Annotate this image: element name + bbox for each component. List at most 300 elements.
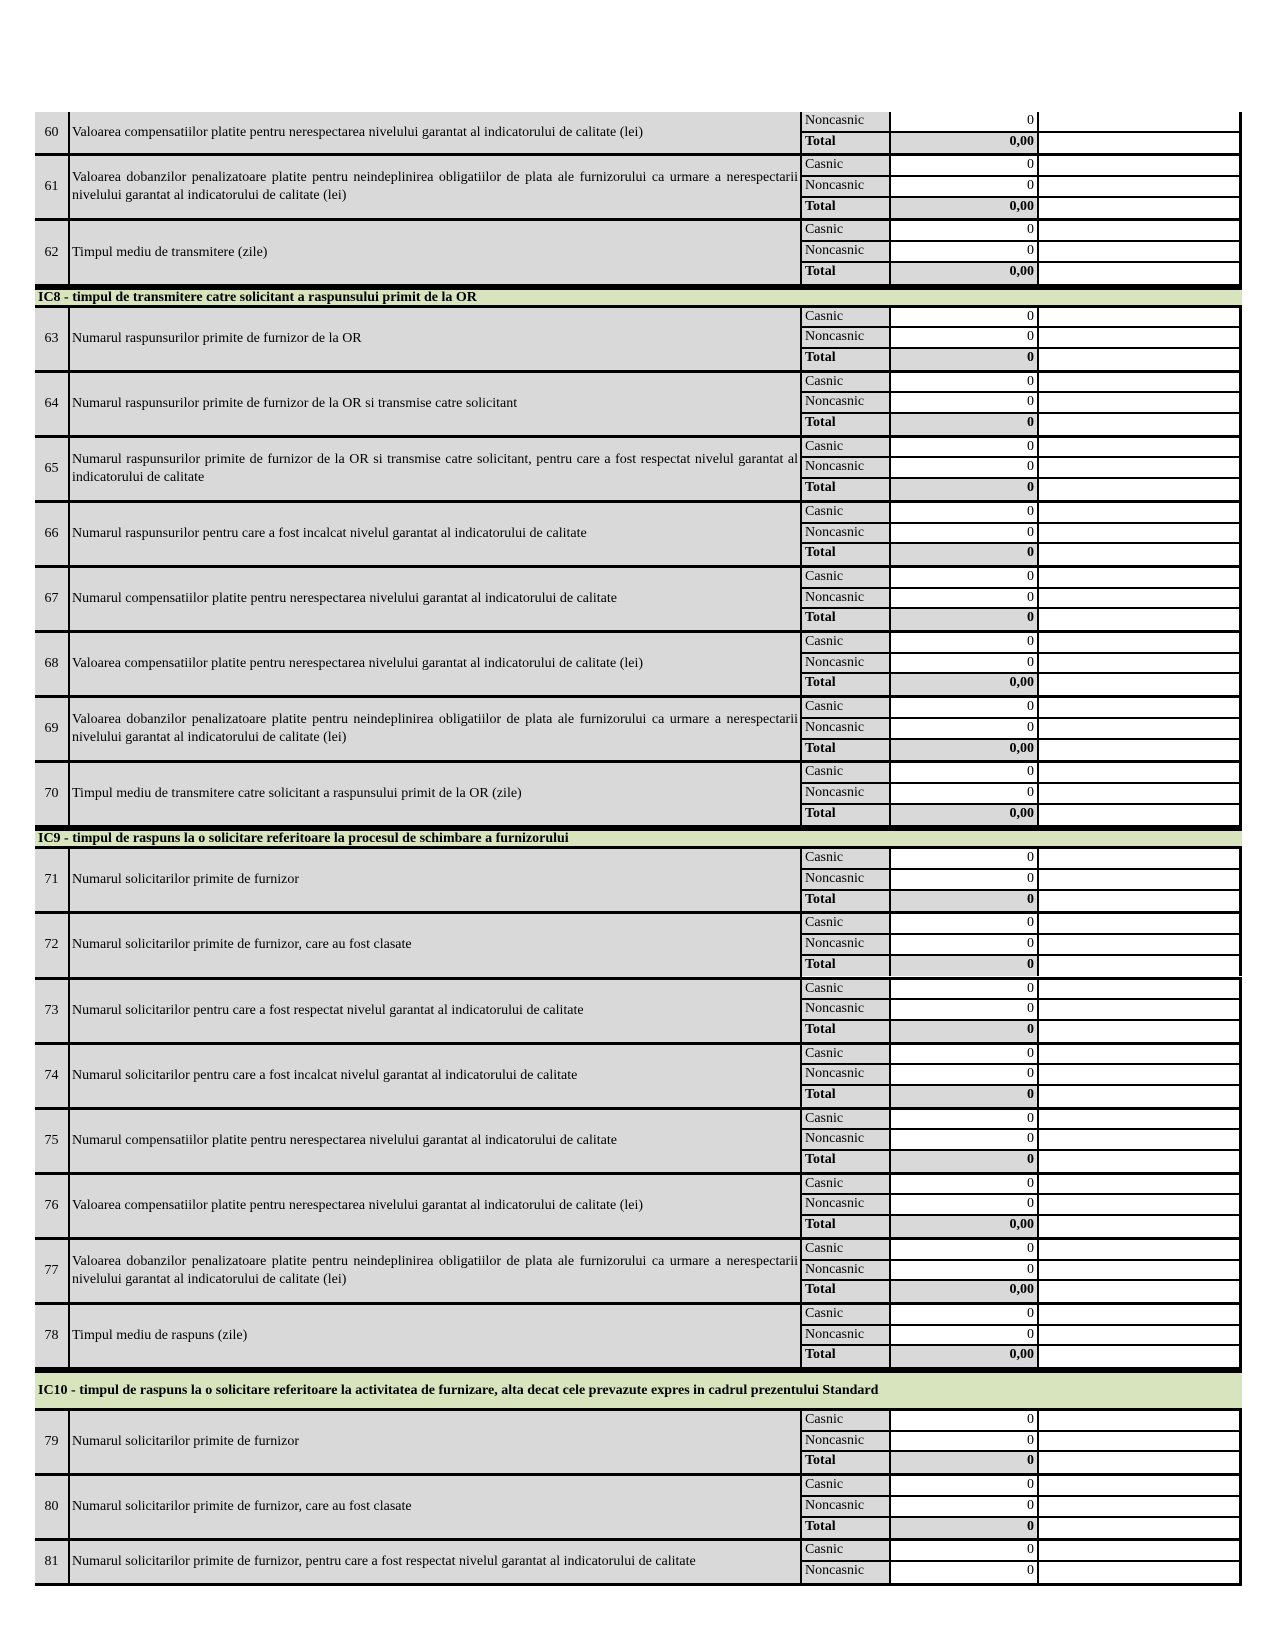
- consumer-category: Total: [802, 349, 891, 370]
- consumer-rows: [802, 373, 1242, 435]
- consumer-rows: [802, 1541, 1242, 1582]
- row-number: 78: [35, 1305, 68, 1367]
- empty-cell[interactable]: [1039, 891, 1242, 912]
- consumer-category: Noncasnic: [802, 1562, 891, 1583]
- empty-cell[interactable]: [1039, 133, 1242, 154]
- empty-cell[interactable]: [1039, 935, 1242, 954]
- consumer-category: Casnic: [802, 980, 891, 999]
- empty-cell[interactable]: [1039, 1432, 1242, 1451]
- value-cell[interactable]: 0: [891, 980, 1039, 999]
- total-row: [802, 544, 1242, 565]
- consumer-category: Noncasnic: [802, 1261, 891, 1280]
- value-cell[interactable]: 0,00: [891, 740, 1039, 761]
- consumer-row: [802, 1240, 1242, 1261]
- empty-cell[interactable]: [1039, 349, 1242, 370]
- empty-cell[interactable]: [1039, 914, 1242, 933]
- empty-cell[interactable]: [1039, 308, 1242, 327]
- value-cell[interactable]: 0: [891, 719, 1039, 738]
- consumer-row: [802, 1562, 1242, 1583]
- indicator-description-text: Valoarea dobanzilor penalizatoare platite pentru neindeplinirea obligatiilor de plata ale furnizorului ca urmare a nerespectarii nivelului garantat al indicatorului de calitate (lei): [72, 1253, 798, 1287]
- section-header: IC10 - timpul de raspuns la o solicitare referitoare la activitatea de furnizare, alta decat cele prevazute expres in cadrul prezentului Standard: [35, 1370, 1242, 1411]
- empty-cell[interactable]: [1039, 654, 1242, 673]
- consumer-row: [802, 763, 1242, 784]
- consumer-row: [802, 980, 1242, 1001]
- value-cell[interactable]: 0: [891, 156, 1039, 175]
- indicator-group: [35, 1541, 1242, 1585]
- empty-cell[interactable]: [1039, 1045, 1242, 1064]
- consumer-row: [802, 1175, 1242, 1196]
- consumer-category: Noncasnic: [802, 870, 891, 889]
- row-number: 75: [35, 1110, 68, 1172]
- empty-cell[interactable]: [1039, 849, 1242, 868]
- value-cell[interactable]: 0: [891, 242, 1039, 261]
- empty-cell[interactable]: [1039, 1281, 1242, 1302]
- indicator-description-text: Numarul solicitarilor primite de furnizor, care au fost clasate: [72, 937, 412, 953]
- indicator-group: [35, 568, 1242, 633]
- value-cell[interactable]: 0: [891, 784, 1039, 803]
- consumer-category: Noncasnic: [802, 719, 891, 738]
- empty-cell[interactable]: [1039, 524, 1242, 543]
- consumer-row: [802, 1305, 1242, 1326]
- consumer-category: Total: [802, 1151, 891, 1172]
- indicator-description-text: Timpul mediu de transmitere (zile): [72, 244, 268, 260]
- value-cell[interactable]: 0: [891, 458, 1039, 477]
- consumer-row: [802, 1261, 1242, 1282]
- indicator-description: [68, 156, 802, 218]
- consumer-rows: [802, 156, 1242, 218]
- consumer-category: Total: [802, 1518, 891, 1539]
- total-row: [802, 1086, 1242, 1107]
- indicator-description-text: Numarul solicitarilor primite de furnizor: [72, 1434, 300, 1450]
- consumer-rows: [802, 568, 1242, 630]
- consumer-category: Casnic: [802, 633, 891, 652]
- value-cell[interactable]: 0: [891, 479, 1039, 500]
- value-cell[interactable]: 0: [891, 1130, 1039, 1149]
- consumer-category: Casnic: [802, 373, 891, 392]
- indicator-description: [68, 914, 802, 976]
- consumer-category: Noncasnic: [802, 654, 891, 673]
- value-cell[interactable]: 0: [891, 1045, 1039, 1064]
- empty-cell[interactable]: [1039, 1305, 1242, 1324]
- consumer-row: [802, 633, 1242, 654]
- indicator-group: [35, 373, 1242, 438]
- value-cell[interactable]: 0: [891, 568, 1039, 587]
- value-cell[interactable]: 0: [891, 524, 1039, 543]
- value-cell[interactable]: 0: [891, 1476, 1039, 1495]
- value-cell[interactable]: 0: [891, 328, 1039, 347]
- consumer-row: [802, 914, 1242, 935]
- empty-cell[interactable]: [1039, 870, 1242, 889]
- consumer-row: [802, 1541, 1242, 1562]
- consumer-category: Noncasnic: [802, 935, 891, 954]
- empty-cell[interactable]: [1039, 589, 1242, 608]
- value-cell[interactable]: 0: [891, 1497, 1039, 1516]
- empty-cell[interactable]: [1039, 414, 1242, 435]
- empty-cell[interactable]: [1039, 763, 1242, 782]
- consumer-row: [802, 1497, 1242, 1518]
- empty-cell[interactable]: [1039, 719, 1242, 738]
- indicator-description: [68, 763, 802, 825]
- empty-cell[interactable]: [1039, 242, 1242, 261]
- row-number: 67: [35, 568, 68, 630]
- consumer-rows: [802, 1305, 1242, 1367]
- value-cell[interactable]: 0: [891, 112, 1039, 131]
- total-row: [802, 674, 1242, 695]
- empty-cell[interactable]: [1039, 1476, 1242, 1495]
- value-cell[interactable]: 0: [891, 544, 1039, 565]
- consumer-row: [802, 156, 1242, 177]
- empty-cell[interactable]: [1039, 393, 1242, 412]
- value-cell[interactable]: 0: [891, 1021, 1039, 1042]
- empty-cell[interactable]: [1039, 503, 1242, 522]
- empty-cell[interactable]: [1039, 1000, 1242, 1019]
- indicator-description: [68, 221, 802, 283]
- indicator-group: [35, 914, 1242, 979]
- consumer-row: [802, 1195, 1242, 1216]
- empty-cell[interactable]: [1039, 1175, 1242, 1194]
- consumer-rows: [802, 1240, 1242, 1302]
- row-number: 68: [35, 633, 68, 695]
- consumer-category: Noncasnic: [802, 1000, 891, 1019]
- empty-cell[interactable]: [1039, 1110, 1242, 1129]
- consumer-category: Casnic: [802, 1240, 891, 1259]
- consumer-row: [802, 1000, 1242, 1021]
- consumer-category: Noncasnic: [802, 1195, 891, 1214]
- consumer-row: [802, 589, 1242, 610]
- total-row: [802, 1346, 1242, 1367]
- consumer-category: Total: [802, 263, 891, 284]
- consumer-category: Noncasnic: [802, 1432, 891, 1451]
- consumer-category: Noncasnic: [802, 458, 891, 477]
- consumer-row: [802, 935, 1242, 956]
- section-header: IC9 - timpul de raspuns la o solicitare referitoare la procesul de schimbare a furnizorului: [35, 828, 1242, 849]
- consumer-category: Noncasnic: [802, 1497, 891, 1516]
- value-cell[interactable]: 0: [891, 870, 1039, 889]
- value-cell[interactable]: 0: [891, 589, 1039, 608]
- value-cell[interactable]: 0: [891, 1261, 1039, 1280]
- indicator-description-text: Numarul solicitarilor pentru care a fost incalcat nivelul garantat al indicatorului de calitate: [72, 1067, 578, 1083]
- value-cell[interactable]: 0: [891, 654, 1039, 673]
- value-cell[interactable]: 0: [891, 1110, 1039, 1129]
- consumer-row: [802, 568, 1242, 589]
- row-number: 74: [35, 1045, 68, 1107]
- empty-cell[interactable]: [1039, 698, 1242, 717]
- consumer-category: Casnic: [802, 568, 891, 587]
- empty-cell[interactable]: [1039, 1216, 1242, 1237]
- empty-cell[interactable]: [1039, 1346, 1242, 1367]
- consumer-row: [802, 373, 1242, 394]
- total-row: [802, 956, 1242, 977]
- consumer-row: [802, 112, 1242, 133]
- value-cell[interactable]: 0: [891, 1518, 1039, 1539]
- total-row: [802, 1281, 1242, 1302]
- empty-cell[interactable]: [1039, 1326, 1242, 1345]
- consumer-category: Casnic: [802, 503, 891, 522]
- consumer-category: Casnic: [802, 438, 891, 457]
- consumer-rows: [802, 503, 1242, 565]
- value-cell[interactable]: 0: [891, 373, 1039, 392]
- consumer-category: Casnic: [802, 763, 891, 782]
- indicator-group: [35, 503, 1242, 568]
- indicator-description-text: Numarul solicitarilor pentru care a fost respectat nivelul garantat al indicatorului de calitate: [72, 1002, 584, 1018]
- indicator-group: [35, 221, 1242, 286]
- consumer-row: [802, 870, 1242, 891]
- consumer-category: Total: [802, 891, 891, 912]
- indicator-group: [35, 1476, 1242, 1541]
- empty-cell[interactable]: [1039, 1261, 1242, 1280]
- row-number: 77: [35, 1240, 68, 1302]
- value-cell[interactable]: 0: [891, 1175, 1039, 1194]
- empty-cell[interactable]: [1039, 328, 1242, 347]
- consumer-category: Casnic: [802, 698, 891, 717]
- indicator-description: [68, 633, 802, 695]
- value-cell[interactable]: 0: [891, 914, 1039, 933]
- row-number: 79: [35, 1411, 68, 1473]
- empty-cell[interactable]: [1039, 674, 1242, 695]
- empty-cell[interactable]: [1039, 1151, 1242, 1172]
- empty-cell[interactable]: [1039, 198, 1242, 219]
- consumer-rows: [802, 633, 1242, 695]
- consumer-category: Casnic: [802, 849, 891, 868]
- empty-cell[interactable]: [1039, 1452, 1242, 1473]
- row-number: 61: [35, 156, 68, 218]
- value-cell[interactable]: 0: [891, 1562, 1039, 1583]
- consumer-row: [802, 221, 1242, 242]
- indicator-description-text: Valoarea compensatiilor platite pentru nerespectarea nivelului garantat al indicatorului de calitate (lei): [72, 124, 644, 140]
- row-number: 66: [35, 503, 68, 565]
- indicator-description: [68, 1411, 802, 1473]
- consumer-row: [802, 1411, 1242, 1432]
- value-cell[interactable]: 0: [891, 891, 1039, 912]
- consumer-rows: [802, 1175, 1242, 1237]
- total-row: [802, 740, 1242, 761]
- indicator-group: [35, 438, 1242, 503]
- empty-cell[interactable]: [1039, 1021, 1242, 1042]
- value-cell[interactable]: 0: [891, 221, 1039, 240]
- consumer-category: Casnic: [802, 1476, 891, 1495]
- consumer-category: Total: [802, 544, 891, 565]
- row-number: 63: [35, 308, 68, 370]
- empty-cell[interactable]: [1039, 156, 1242, 175]
- empty-cell[interactable]: [1039, 1497, 1242, 1516]
- consumer-rows: [802, 112, 1242, 153]
- indicator-description-text: Numarul raspunsurilor primite de furnizor de la OR: [72, 330, 362, 346]
- indicator-description: [68, 1110, 802, 1172]
- value-cell[interactable]: 0: [891, 349, 1039, 370]
- quality-indicators-table: [35, 112, 1242, 1586]
- value-cell[interactable]: 0: [891, 414, 1039, 435]
- empty-cell[interactable]: [1039, 221, 1242, 240]
- consumer-category: Noncasnic: [802, 1130, 891, 1149]
- consumer-rows: [802, 1411, 1242, 1473]
- empty-cell[interactable]: [1039, 740, 1242, 761]
- indicator-description: [68, 438, 802, 500]
- indicator-group: [35, 698, 1242, 763]
- value-cell[interactable]: 0,00: [891, 1346, 1039, 1367]
- consumer-category: Total: [802, 133, 891, 154]
- value-cell[interactable]: 0,00: [891, 805, 1039, 826]
- consumer-category: Casnic: [802, 1110, 891, 1129]
- value-cell[interactable]: 0,00: [891, 263, 1039, 284]
- value-cell[interactable]: 0: [891, 763, 1039, 782]
- empty-cell[interactable]: [1039, 458, 1242, 477]
- empty-cell[interactable]: [1039, 980, 1242, 999]
- consumer-category: Noncasnic: [802, 328, 891, 347]
- value-cell[interactable]: 0,00: [891, 1281, 1039, 1302]
- value-cell[interactable]: 0: [891, 935, 1039, 954]
- consumer-category: Total: [802, 479, 891, 500]
- consumer-rows: [802, 221, 1242, 283]
- value-cell[interactable]: 0: [891, 308, 1039, 327]
- consumer-row: [802, 849, 1242, 870]
- empty-cell[interactable]: [1039, 1541, 1242, 1560]
- value-cell[interactable]: 0: [891, 1151, 1039, 1172]
- consumer-rows: [802, 1110, 1242, 1172]
- consumer-category: Total: [802, 1452, 891, 1473]
- value-cell[interactable]: 0: [891, 177, 1039, 196]
- consumer-row: [802, 438, 1242, 459]
- indicator-description-text: Numarul solicitarilor primite de furnizor, care au fost clasate: [72, 1499, 412, 1515]
- indicator-description: [68, 1476, 802, 1538]
- value-cell[interactable]: 0: [891, 633, 1039, 652]
- consumer-row: [802, 1432, 1242, 1453]
- indicator-group: [35, 980, 1242, 1045]
- consumer-category: Noncasnic: [802, 177, 891, 196]
- empty-cell[interactable]: [1039, 1518, 1242, 1539]
- empty-cell[interactable]: [1039, 263, 1242, 284]
- empty-cell[interactable]: [1039, 609, 1242, 630]
- empty-cell[interactable]: [1039, 479, 1242, 500]
- indicator-group: [35, 112, 1242, 156]
- indicator-description: [68, 568, 802, 630]
- consumer-category: Noncasnic: [802, 112, 891, 131]
- empty-cell[interactable]: [1039, 1562, 1242, 1583]
- value-cell[interactable]: 0,00: [891, 133, 1039, 154]
- value-cell[interactable]: 0: [891, 1452, 1039, 1473]
- consumer-rows: [802, 308, 1242, 370]
- empty-cell[interactable]: [1039, 544, 1242, 565]
- consumer-row: [802, 524, 1242, 545]
- value-cell[interactable]: 0: [891, 698, 1039, 717]
- value-cell[interactable]: 0: [891, 1305, 1039, 1324]
- indicator-description-text: Valoarea dobanzilor penalizatoare platite pentru neindeplinirea obligatiilor de plata ale furnizorului ca urmare a nerespectarii nivelului garantat al indicatorului de calitate (lei): [72, 712, 798, 746]
- indicator-description-text: Valoarea compensatiilor platite pentru nerespectarea nivelului garantat al indicatorului de calitate (lei): [72, 656, 644, 672]
- total-row: [802, 1518, 1242, 1539]
- empty-cell[interactable]: [1039, 1411, 1242, 1430]
- consumer-row: [802, 1326, 1242, 1347]
- consumer-rows: [802, 914, 1242, 976]
- indicator-group: [35, 763, 1242, 828]
- value-cell[interactable]: 0,00: [891, 674, 1039, 695]
- value-cell[interactable]: 0: [891, 609, 1039, 630]
- indicator-description: [68, 849, 802, 911]
- consumer-category: Total: [802, 740, 891, 761]
- consumer-row: [802, 458, 1242, 479]
- empty-cell[interactable]: [1039, 177, 1242, 196]
- value-cell[interactable]: 0: [891, 1195, 1039, 1214]
- consumer-rows: [802, 849, 1242, 911]
- empty-cell[interactable]: [1039, 1240, 1242, 1259]
- indicator-description: [68, 373, 802, 435]
- value-cell[interactable]: 0,00: [891, 1216, 1039, 1237]
- value-cell[interactable]: 0: [891, 1086, 1039, 1107]
- value-cell[interactable]: 0: [891, 1432, 1039, 1451]
- indicator-group: [35, 849, 1242, 914]
- indicator-group: [35, 1110, 1242, 1175]
- value-cell[interactable]: 0: [891, 1065, 1039, 1084]
- consumer-row: [802, 328, 1242, 349]
- value-cell[interactable]: 0: [891, 1000, 1039, 1019]
- consumer-category: Total: [802, 609, 891, 630]
- row-number: 64: [35, 373, 68, 435]
- empty-cell[interactable]: [1039, 805, 1242, 826]
- indicator-description: [68, 1240, 802, 1302]
- consumer-category: Casnic: [802, 1305, 891, 1324]
- consumer-row: [802, 308, 1242, 329]
- total-row: [802, 609, 1242, 630]
- empty-cell[interactable]: [1039, 1130, 1242, 1149]
- total-row: [802, 349, 1242, 370]
- empty-cell[interactable]: [1039, 956, 1242, 977]
- row-number: 60: [35, 112, 68, 153]
- value-cell[interactable]: 0: [891, 1326, 1039, 1345]
- empty-cell[interactable]: [1039, 1065, 1242, 1084]
- total-row: [802, 1452, 1242, 1473]
- total-row: [802, 805, 1242, 826]
- empty-cell[interactable]: [1039, 568, 1242, 587]
- empty-cell[interactable]: [1039, 633, 1242, 652]
- total-row: [802, 1216, 1242, 1237]
- total-row: [802, 414, 1242, 435]
- indicator-description-text: Numarul solicitarilor primite de furnizor: [72, 872, 300, 888]
- value-cell[interactable]: 0: [891, 1541, 1039, 1560]
- indicator-description: [68, 1305, 802, 1367]
- consumer-category: Total: [802, 1021, 891, 1042]
- consumer-row: [802, 177, 1242, 198]
- consumer-category: Total: [802, 1346, 891, 1367]
- row-number: 81: [35, 1541, 68, 1582]
- consumer-category: Casnic: [802, 156, 891, 175]
- indicator-description: [68, 1175, 802, 1237]
- consumer-category: Noncasnic: [802, 1326, 891, 1345]
- section-header: IC8 - timpul de transmitere catre solicitant a raspunsului primit de la OR: [35, 287, 1242, 308]
- empty-cell[interactable]: [1039, 438, 1242, 457]
- value-cell[interactable]: 0: [891, 438, 1039, 457]
- indicator-description-text: Numarul raspunsurilor primite de furnizor de la OR si transmise catre solicitant, pentru care a fost respectat nivelul garantat al indicatorului de calitate: [72, 451, 798, 485]
- value-cell[interactable]: 0: [891, 1411, 1039, 1430]
- indicator-description-text: Numarul raspunsurilor pentru care a fost incalcat nivelul garantat al indicatorului de calitate: [72, 525, 587, 541]
- consumer-category: Casnic: [802, 914, 891, 933]
- indicator-group: [35, 308, 1242, 373]
- value-cell[interactable]: 0: [891, 1240, 1039, 1259]
- consumer-category: Casnic: [802, 1175, 891, 1194]
- empty-cell[interactable]: [1039, 112, 1242, 131]
- row-number: 69: [35, 698, 68, 760]
- value-cell[interactable]: 0: [891, 956, 1039, 977]
- value-cell[interactable]: 0: [891, 393, 1039, 412]
- value-cell[interactable]: 0: [891, 503, 1039, 522]
- consumer-row: [802, 1110, 1242, 1131]
- value-cell[interactable]: 0: [891, 849, 1039, 868]
- consumer-category: Noncasnic: [802, 784, 891, 803]
- consumer-rows: [802, 763, 1242, 825]
- empty-cell[interactable]: [1039, 1195, 1242, 1214]
- value-cell[interactable]: 0,00: [891, 198, 1039, 219]
- empty-cell[interactable]: [1039, 784, 1242, 803]
- empty-cell[interactable]: [1039, 1086, 1242, 1107]
- consumer-row: [802, 242, 1242, 263]
- empty-cell[interactable]: [1039, 373, 1242, 392]
